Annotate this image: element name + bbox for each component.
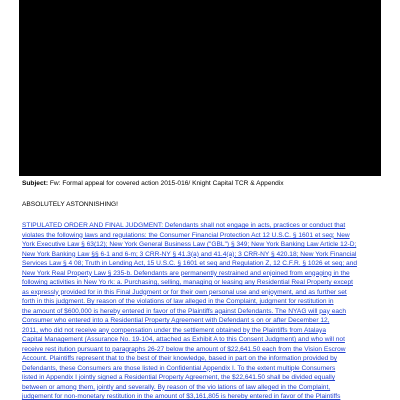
legal-text-line[interactable]: between or among them, jointly and severally. By reason of the vio lations of law alleged in the Complaint,: [22, 383, 331, 391]
subject-line: [22, 179, 378, 188]
legal-text-line[interactable]: the amount of $600,000 is hereby entered in favor of the Plaintiffs against Defendants. The NYAG will pay each: [22, 307, 347, 315]
legal-text-line[interactable]: Account. Plaintiffs represent that to the best of their knowledge, based in part on the information provided by: [22, 355, 338, 362]
legal-text-line[interactable]: Services Law § 4 08; Truth in Lending Act, 15 U.S.C. § 1601 et seq and Regulation Z, 12 C.F.R. § 1026 et seq; and: [22, 260, 358, 267]
legal-text-line[interactable]: York Executive Law § 63(12); New York General Business Law ("GBL") § 349; New York Banking Law Article 12-D;: [22, 241, 357, 248]
legal-text-line[interactable]: Consumer who entered into a Residential Property Agreement with Defendant s on or after December 12,: [22, 317, 330, 324]
legal-text-line[interactable]: judgement for non-monetary restitution in the amount of $3,161,805 is hereby entered in favor of the Plaintiffs: [22, 393, 341, 400]
legal-text-line[interactable]: violates the following laws and regulations: the Consumer Financial Protection Act 12 U.S.C. § 1601 et seq; New: [22, 231, 350, 239]
subject-text: Fw: Formal appeal for covered action 2015-016/ Knight Capital TCR & Appendix: [49, 180, 284, 187]
legal-text-line[interactable]: Capital Management (Assurance No. 19-104, attached as Exhibit A to this Consent Judgment) and who will not: [22, 336, 345, 343]
legal-text-line[interactable]: Defendants, these Consumers are those listed in Confidential Appendix I. To the extent multiple Consumers: [22, 364, 336, 372]
email-body: [22, 179, 378, 400]
legal-text-line[interactable]: 2011, who did not receive any compensation under the settlement obtained by the Plaintiffs from Atalaya: [22, 326, 326, 334]
legal-text-line[interactable]: New York Banking Law §§ 6-1 and 6-m; 3 CRR-NY § 41.3(a) and 41.4(a); 3 CRR-NY § 420.18; New York Financial: [22, 250, 357, 258]
legal-text-line[interactable]: STIPULATED ORDER AND FINAL JUDGMENT: Defendants shall not engage in acts, practices or conduct that: [22, 222, 346, 229]
subject-label: Subject:: [22, 180, 49, 187]
legal-text-line[interactable]: following activities in New Yo rk: a. Purchasing, selling, managing or leasing any Residential Real Property except: [22, 279, 353, 286]
legal-text-line[interactable]: forth in this judgment. By reason of the violations of law alleged in the Complaint, judgment for restitution in: [22, 298, 334, 305]
opening-line: ABSOLUTELY ASTONNISHING!: [22, 201, 119, 208]
legal-text-line[interactable]: receive rest itution pursuant to paragraphs 26-27 below the amount of $22,641.50 each from the Vision Escrow: [22, 345, 346, 353]
embedded-video[interactable]: [19, 0, 381, 176]
legal-excerpt-link[interactable]: [22, 221, 378, 400]
legal-text-line[interactable]: as expressly provided for in this Final Judgment or for their own personal use and enjoyment, and as further set: [22, 288, 347, 296]
legal-text-line[interactable]: New York Real Property Law § 235-b. Defendants are permanently restrained and enjoined from engaging in the: [22, 269, 350, 277]
legal-text-line[interactable]: listed in Appendix I jointly signed a Residential Property Agreement, the $22,641.50 shall be divided equally: [22, 374, 336, 381]
